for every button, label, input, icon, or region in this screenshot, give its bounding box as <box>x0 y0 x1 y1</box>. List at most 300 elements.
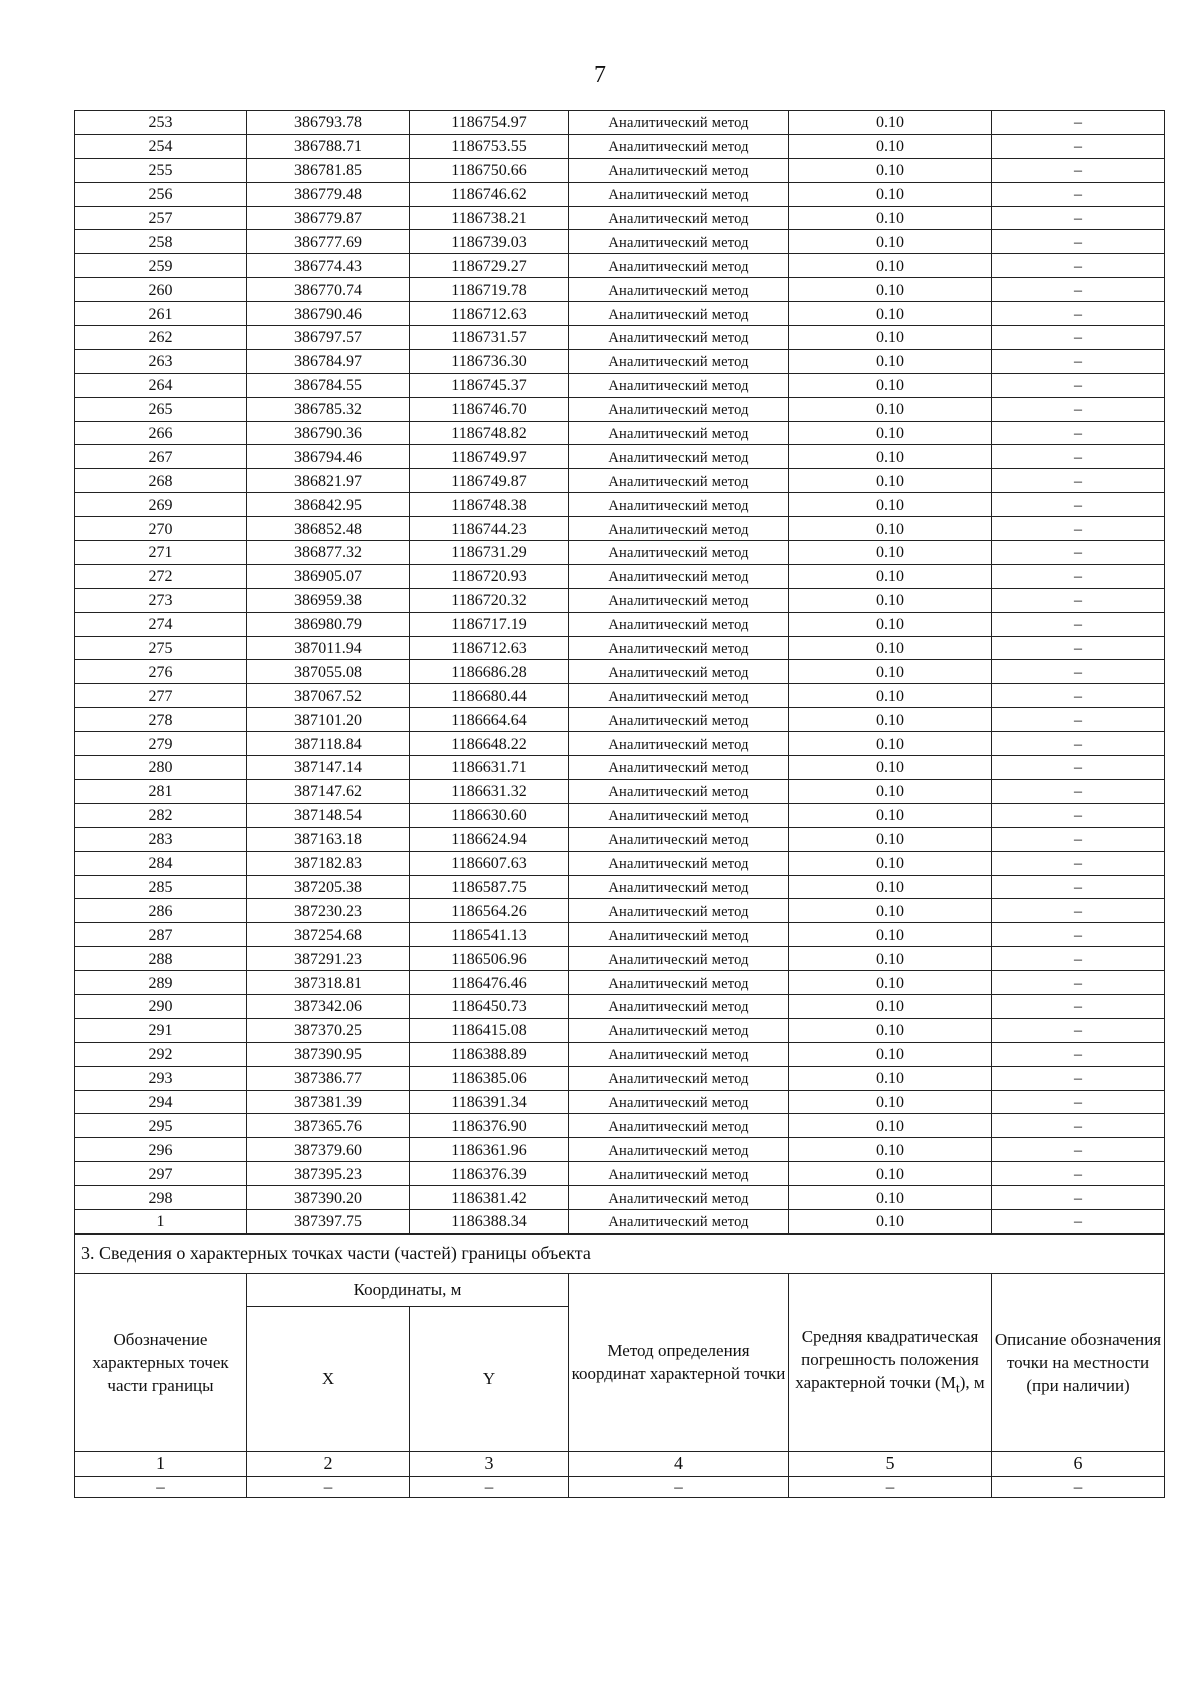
cell-coord-x: 387390.20 <box>247 1186 410 1210</box>
table-row <box>75 851 1165 875</box>
cell-method: Аналитический метод <box>569 732 789 756</box>
cell-method: Аналитический метод <box>569 851 789 875</box>
cell-point-number: 267 <box>75 445 247 469</box>
header-y: Y <box>410 1306 569 1451</box>
cell-coord-y: 1186388.34 <box>410 1209 569 1233</box>
cell-method: Аналитический метод <box>569 1138 789 1162</box>
cell-method: Аналитический метод <box>569 803 789 827</box>
cell-point-number: 259 <box>75 254 247 278</box>
table-row <box>75 541 1165 565</box>
cell-coord-y: 1186712.63 <box>410 636 569 660</box>
cell-method: Аналитический метод <box>569 1209 789 1233</box>
cell-mean-error: 0.10 <box>789 994 992 1018</box>
cell-description: – <box>992 660 1165 684</box>
cell-mean-error: 0.10 <box>789 421 992 445</box>
table-row <box>75 1042 1165 1066</box>
cell-coord-y: 1186607.63 <box>410 851 569 875</box>
cell-point-number: 280 <box>75 756 247 780</box>
cell-coord-x: 387118.84 <box>247 732 410 756</box>
header-x: X <box>247 1306 410 1451</box>
cell-point-number: 282 <box>75 803 247 827</box>
table-row <box>75 349 1165 373</box>
cell-mean-error: 0.10 <box>789 1066 992 1090</box>
cell-mean-error: 0.10 <box>789 493 992 517</box>
cell-description: – <box>992 1209 1165 1233</box>
cell-mean-error: 0.10 <box>789 875 992 899</box>
cell-description: – <box>992 1018 1165 1042</box>
cell-coord-x: 386777.69 <box>247 230 410 254</box>
cell-mean-error: 0.10 <box>789 899 992 923</box>
table-row <box>75 278 1165 302</box>
column-number: 1 <box>75 1451 247 1476</box>
cell-mean-error: 0.10 <box>789 636 992 660</box>
cell-point-number: 278 <box>75 708 247 732</box>
cell-mean-error: 0.10 <box>789 517 992 541</box>
cell-mean-error: 0.10 <box>789 158 992 182</box>
table-row <box>75 373 1165 397</box>
cell-point-number: 272 <box>75 564 247 588</box>
cell-point-number: 279 <box>75 732 247 756</box>
cell-description: – <box>992 612 1165 636</box>
cell-coord-y: 1186624.94 <box>410 827 569 851</box>
cell-point-number: 293 <box>75 1066 247 1090</box>
cell-coord-y: 1186450.73 <box>410 994 569 1018</box>
cell-description: – <box>992 875 1165 899</box>
cell-coord-y: 1186731.29 <box>410 541 569 565</box>
cell-description: – <box>992 588 1165 612</box>
column-number: 3 <box>410 1451 569 1476</box>
cell-method: Аналитический метод <box>569 684 789 708</box>
cell-coord-y: 1186749.97 <box>410 445 569 469</box>
column-number: 5 <box>789 1451 992 1476</box>
cell-mean-error: 0.10 <box>789 756 992 780</box>
header-coordinates: Координаты, м <box>247 1273 569 1306</box>
empty-cell: – <box>410 1476 569 1497</box>
table-row <box>75 971 1165 995</box>
cell-description: – <box>992 493 1165 517</box>
cell-coord-y: 1186686.28 <box>410 660 569 684</box>
cell-mean-error: 0.10 <box>789 326 992 350</box>
cell-point-number: 260 <box>75 278 247 302</box>
cell-coord-x: 386959.38 <box>247 588 410 612</box>
cell-coord-x: 387254.68 <box>247 923 410 947</box>
cell-coord-y: 1186631.32 <box>410 779 569 803</box>
cell-coord-x: 386821.97 <box>247 469 410 493</box>
cell-point-number: 285 <box>75 875 247 899</box>
cell-point-number: 281 <box>75 779 247 803</box>
cell-mean-error: 0.10 <box>789 1209 992 1233</box>
cell-point-number: 291 <box>75 1018 247 1042</box>
table-row <box>75 1162 1165 1186</box>
cell-coord-x: 387147.62 <box>247 779 410 803</box>
cell-method: Аналитический метод <box>569 278 789 302</box>
cell-coord-x: 386852.48 <box>247 517 410 541</box>
cell-coord-x: 387055.08 <box>247 660 410 684</box>
cell-coord-y: 1186753.55 <box>410 134 569 158</box>
cell-coord-y: 1186712.63 <box>410 302 569 326</box>
cell-mean-error: 0.10 <box>789 851 992 875</box>
table-row <box>75 421 1165 445</box>
cell-coord-y: 1186385.06 <box>410 1066 569 1090</box>
cell-coord-y: 1186564.26 <box>410 899 569 923</box>
cell-coord-y: 1186648.22 <box>410 732 569 756</box>
cell-coord-y: 1186746.70 <box>410 397 569 421</box>
cell-method: Аналитический метод <box>569 373 789 397</box>
table-row <box>75 803 1165 827</box>
cell-method: Аналитический метод <box>569 111 789 135</box>
cell-coord-y: 1186750.66 <box>410 158 569 182</box>
cell-method: Аналитический метод <box>569 541 789 565</box>
cell-coord-y: 1186476.46 <box>410 971 569 995</box>
cell-description: – <box>992 517 1165 541</box>
cell-coord-x: 387381.39 <box>247 1090 410 1114</box>
cell-coord-y: 1186746.62 <box>410 182 569 206</box>
cell-description: – <box>992 182 1165 206</box>
cell-point-number: 275 <box>75 636 247 660</box>
table-row <box>75 708 1165 732</box>
coordinates-table <box>74 110 1165 1234</box>
table-row <box>75 445 1165 469</box>
cell-method: Аналитический метод <box>569 660 789 684</box>
section-3-table <box>74 1234 1165 1498</box>
cell-coord-y: 1186376.90 <box>410 1114 569 1138</box>
table-row <box>75 994 1165 1018</box>
cell-description: – <box>992 756 1165 780</box>
cell-description: – <box>992 349 1165 373</box>
cell-description: – <box>992 1138 1165 1162</box>
table-row <box>75 947 1165 971</box>
cell-point-number: 253 <box>75 111 247 135</box>
cell-description: – <box>992 469 1165 493</box>
column-number: 2 <box>247 1451 410 1476</box>
cell-point-number: 262 <box>75 326 247 350</box>
cell-coord-x: 386877.32 <box>247 541 410 565</box>
cell-method: Аналитический метод <box>569 612 789 636</box>
cell-description: – <box>992 1042 1165 1066</box>
cell-point-number: 290 <box>75 994 247 1018</box>
cell-mean-error: 0.10 <box>789 349 992 373</box>
cell-coord-x: 387386.77 <box>247 1066 410 1090</box>
cell-method: Аналитический метод <box>569 469 789 493</box>
table-row <box>75 636 1165 660</box>
table-row <box>75 779 1165 803</box>
cell-mean-error: 0.10 <box>789 254 992 278</box>
cell-coord-y: 1186506.96 <box>410 947 569 971</box>
table-row <box>75 1114 1165 1138</box>
cell-description: – <box>992 564 1165 588</box>
table-row <box>75 230 1165 254</box>
cell-method: Аналитический метод <box>569 254 789 278</box>
cell-coord-x: 387390.95 <box>247 1042 410 1066</box>
table-row <box>75 827 1165 851</box>
header-mean-error-unit: ), м <box>959 1372 985 1392</box>
cell-description: – <box>992 803 1165 827</box>
cell-coord-x: 386980.79 <box>247 612 410 636</box>
cell-method: Аналитический метод <box>569 923 789 947</box>
empty-cell: – <box>569 1476 789 1497</box>
empty-cell: – <box>247 1476 410 1497</box>
table-row <box>75 612 1165 636</box>
cell-mean-error: 0.10 <box>789 1114 992 1138</box>
column-number: 4 <box>569 1451 789 1476</box>
header-mean-error <box>789 1273 992 1451</box>
table-row <box>75 660 1165 684</box>
document-body <box>74 110 1164 1498</box>
cell-coord-x: 386784.55 <box>247 373 410 397</box>
cell-description: – <box>992 923 1165 947</box>
cell-coord-x: 387163.18 <box>247 827 410 851</box>
cell-mean-error: 0.10 <box>789 564 992 588</box>
header-point-designation: Обозначение характерных точек части границы <box>75 1273 247 1451</box>
cell-coord-y: 1186748.82 <box>410 421 569 445</box>
header-method: Метод определения координат характерной точки <box>569 1273 789 1451</box>
cell-point-number: 265 <box>75 397 247 421</box>
cell-point-number: 277 <box>75 684 247 708</box>
cell-description: – <box>992 684 1165 708</box>
header-mean-error-text: Средняя квадратическая погрешность положения характерной точки (M <box>795 1326 979 1392</box>
cell-mean-error: 0.10 <box>789 612 992 636</box>
cell-coord-y: 1186720.93 <box>410 564 569 588</box>
cell-coord-x: 387397.75 <box>247 1209 410 1233</box>
cell-point-number: 269 <box>75 493 247 517</box>
cell-description: – <box>992 1090 1165 1114</box>
cell-coord-x: 386781.85 <box>247 158 410 182</box>
cell-coord-x: 386794.46 <box>247 445 410 469</box>
cell-description: – <box>992 994 1165 1018</box>
cell-description: – <box>992 445 1165 469</box>
cell-coord-x: 386793.78 <box>247 111 410 135</box>
cell-coord-x: 386797.57 <box>247 326 410 350</box>
table-row <box>75 326 1165 350</box>
cell-coord-y: 1186745.37 <box>410 373 569 397</box>
cell-description: – <box>992 206 1165 230</box>
cell-description: – <box>992 1162 1165 1186</box>
cell-coord-x: 387395.23 <box>247 1162 410 1186</box>
cell-mean-error: 0.10 <box>789 1186 992 1210</box>
cell-description: – <box>992 302 1165 326</box>
coordinates-table-body <box>75 111 1165 1234</box>
cell-mean-error: 0.10 <box>789 803 992 827</box>
cell-method: Аналитический метод <box>569 206 789 230</box>
cell-method: Аналитический метод <box>569 349 789 373</box>
column-number: 6 <box>992 1451 1165 1476</box>
cell-point-number: 271 <box>75 541 247 565</box>
cell-mean-error: 0.10 <box>789 278 992 302</box>
table-row <box>75 254 1165 278</box>
table-row <box>75 756 1165 780</box>
cell-point-number: 295 <box>75 1114 247 1138</box>
cell-description: – <box>992 230 1165 254</box>
cell-point-number: 289 <box>75 971 247 995</box>
cell-description: – <box>992 636 1165 660</box>
cell-coord-y: 1186731.57 <box>410 326 569 350</box>
cell-mean-error: 0.10 <box>789 1138 992 1162</box>
cell-mean-error: 0.10 <box>789 111 992 135</box>
cell-method: Аналитический метод <box>569 1018 789 1042</box>
cell-point-number: 292 <box>75 1042 247 1066</box>
cell-method: Аналитический метод <box>569 947 789 971</box>
cell-coord-x: 387379.60 <box>247 1138 410 1162</box>
cell-coord-y: 1186744.23 <box>410 517 569 541</box>
cell-mean-error: 0.10 <box>789 732 992 756</box>
cell-point-number: 296 <box>75 1138 247 1162</box>
cell-method: Аналитический метод <box>569 134 789 158</box>
cell-point-number: 274 <box>75 612 247 636</box>
cell-coord-y: 1186630.60 <box>410 803 569 827</box>
cell-coord-x: 386790.46 <box>247 302 410 326</box>
cell-description: – <box>992 111 1165 135</box>
cell-mean-error: 0.10 <box>789 469 992 493</box>
cell-mean-error: 0.10 <box>789 1018 992 1042</box>
cell-description: – <box>992 134 1165 158</box>
empty-cell: – <box>75 1476 247 1497</box>
cell-point-number: 257 <box>75 206 247 230</box>
cell-coord-x: 387147.14 <box>247 756 410 780</box>
cell-coord-y: 1186664.64 <box>410 708 569 732</box>
cell-method: Аналитический метод <box>569 899 789 923</box>
cell-mean-error: 0.10 <box>789 182 992 206</box>
cell-point-number: 261 <box>75 302 247 326</box>
cell-coord-y: 1186719.78 <box>410 278 569 302</box>
cell-coord-x: 386790.36 <box>247 421 410 445</box>
cell-coord-y: 1186720.32 <box>410 588 569 612</box>
cell-coord-x: 386905.07 <box>247 564 410 588</box>
cell-method: Аналитический метод <box>569 1162 789 1186</box>
cell-point-number: 255 <box>75 158 247 182</box>
empty-cell: – <box>789 1476 992 1497</box>
cell-coord-x: 387230.23 <box>247 899 410 923</box>
table-row <box>75 899 1165 923</box>
table-row <box>75 923 1165 947</box>
cell-description: – <box>992 827 1165 851</box>
cell-mean-error: 0.10 <box>789 708 992 732</box>
cell-coord-x: 387182.83 <box>247 851 410 875</box>
cell-mean-error: 0.10 <box>789 660 992 684</box>
cell-coord-y: 1186729.27 <box>410 254 569 278</box>
cell-coord-x: 387342.06 <box>247 994 410 1018</box>
cell-method: Аналитический метод <box>569 971 789 995</box>
cell-coord-y: 1186738.21 <box>410 206 569 230</box>
cell-point-number: 276 <box>75 660 247 684</box>
cell-mean-error: 0.10 <box>789 923 992 947</box>
cell-mean-error: 0.10 <box>789 588 992 612</box>
cell-method: Аналитический метод <box>569 397 789 421</box>
cell-mean-error: 0.10 <box>789 1162 992 1186</box>
cell-mean-error: 0.10 <box>789 134 992 158</box>
cell-method: Аналитический метод <box>569 421 789 445</box>
cell-method: Аналитический метод <box>569 875 789 899</box>
cell-coord-y: 1186717.19 <box>410 612 569 636</box>
cell-method: Аналитический метод <box>569 1114 789 1138</box>
cell-point-number: 287 <box>75 923 247 947</box>
cell-description: – <box>992 899 1165 923</box>
cell-coord-y: 1186754.97 <box>410 111 569 135</box>
cell-coord-x: 386842.95 <box>247 493 410 517</box>
cell-method: Аналитический метод <box>569 708 789 732</box>
table-row <box>75 564 1165 588</box>
cell-point-number: 284 <box>75 851 247 875</box>
cell-coord-y: 1186541.13 <box>410 923 569 947</box>
empty-data-row <box>75 1476 1165 1497</box>
cell-coord-x: 387011.94 <box>247 636 410 660</box>
cell-point-number: 263 <box>75 349 247 373</box>
cell-description: – <box>992 971 1165 995</box>
cell-point-number: 268 <box>75 469 247 493</box>
cell-description: – <box>992 779 1165 803</box>
cell-coord-x: 386779.87 <box>247 206 410 230</box>
cell-method: Аналитический метод <box>569 779 789 803</box>
cell-coord-y: 1186680.44 <box>410 684 569 708</box>
table-row <box>75 206 1165 230</box>
empty-cell: – <box>992 1476 1165 1497</box>
cell-description: – <box>992 397 1165 421</box>
cell-coord-x: 387365.76 <box>247 1114 410 1138</box>
table-row <box>75 732 1165 756</box>
cell-coord-y: 1186736.30 <box>410 349 569 373</box>
cell-coord-x: 386770.74 <box>247 278 410 302</box>
cell-coord-x: 387205.38 <box>247 875 410 899</box>
table-row <box>75 1066 1165 1090</box>
cell-point-number: 264 <box>75 373 247 397</box>
table-row <box>75 397 1165 421</box>
cell-mean-error: 0.10 <box>789 1042 992 1066</box>
cell-description: – <box>992 1186 1165 1210</box>
cell-method: Аналитический метод <box>569 1066 789 1090</box>
cell-description: – <box>992 326 1165 350</box>
cell-point-number: 288 <box>75 947 247 971</box>
cell-point-number: 298 <box>75 1186 247 1210</box>
cell-coord-y: 1186391.34 <box>410 1090 569 1114</box>
cell-method: Аналитический метод <box>569 827 789 851</box>
header-description: Описание обозначения точки на местности (при наличии) <box>992 1273 1165 1451</box>
cell-point-number: 270 <box>75 517 247 541</box>
cell-mean-error: 0.10 <box>789 947 992 971</box>
cell-mean-error: 0.10 <box>789 206 992 230</box>
cell-description: – <box>992 278 1165 302</box>
table-row <box>75 111 1165 135</box>
cell-mean-error: 0.10 <box>789 1090 992 1114</box>
cell-mean-error: 0.10 <box>789 684 992 708</box>
cell-description: – <box>992 541 1165 565</box>
cell-coord-y: 1186749.87 <box>410 469 569 493</box>
cell-mean-error: 0.10 <box>789 827 992 851</box>
cell-description: – <box>992 708 1165 732</box>
cell-description: – <box>992 851 1165 875</box>
cell-description: – <box>992 1114 1165 1138</box>
table-row <box>75 1209 1165 1233</box>
table-row <box>75 1090 1165 1114</box>
cell-coord-x: 386779.48 <box>247 182 410 206</box>
cell-coord-x: 387291.23 <box>247 947 410 971</box>
cell-coord-x: 387067.52 <box>247 684 410 708</box>
cell-point-number: 256 <box>75 182 247 206</box>
cell-mean-error: 0.10 <box>789 445 992 469</box>
cell-coord-y: 1186361.96 <box>410 1138 569 1162</box>
cell-point-number: 254 <box>75 134 247 158</box>
cell-coord-x: 387370.25 <box>247 1018 410 1042</box>
table-row <box>75 469 1165 493</box>
table-row <box>75 158 1165 182</box>
cell-description: – <box>992 421 1165 445</box>
cell-mean-error: 0.10 <box>789 541 992 565</box>
cell-coord-x: 386774.43 <box>247 254 410 278</box>
cell-coord-x: 387148.54 <box>247 803 410 827</box>
cell-method: Аналитический метод <box>569 1042 789 1066</box>
table-row <box>75 875 1165 899</box>
cell-coord-x: 387318.81 <box>247 971 410 995</box>
table-row <box>75 493 1165 517</box>
cell-method: Аналитический метод <box>569 756 789 780</box>
